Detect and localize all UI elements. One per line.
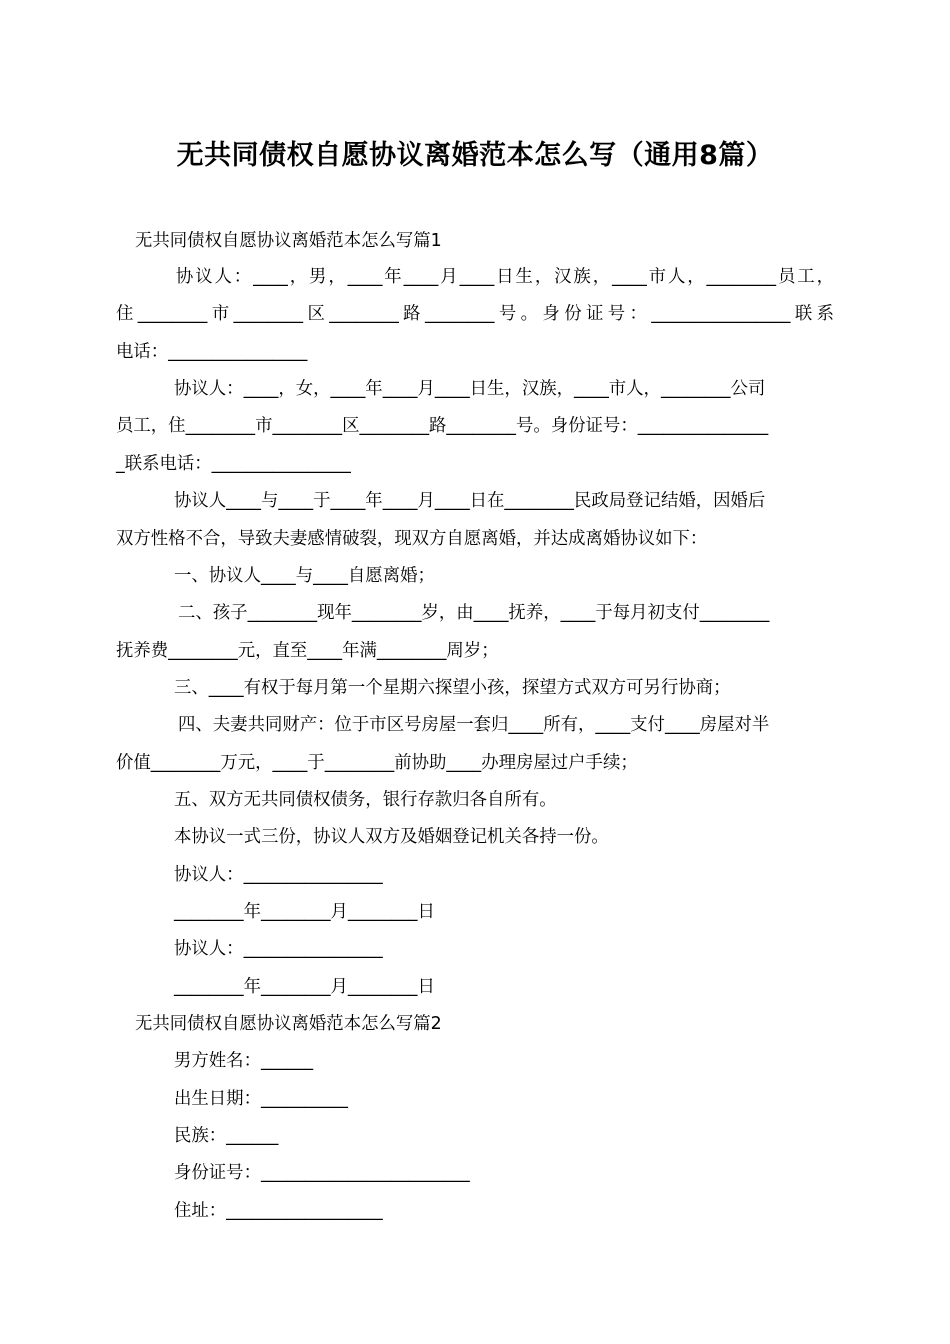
address-field: 住址：__________________ xyxy=(174,1201,383,1221)
party2-line-2: 员工，住________市________区________路________号。身份证号：_______________ xyxy=(116,416,769,436)
male-name-field: 男方姓名：______ xyxy=(174,1051,314,1071)
document-title: 无共同债权自愿协议离婚范本怎么写（通用8篇） xyxy=(176,140,774,171)
clause-4-line-2: 价值________万元，____于________前协助____办理房屋过户手续； xyxy=(116,753,638,773)
id-number-field: 身份证号：________________________ xyxy=(174,1163,470,1183)
date-line-1: ________年________月________日 xyxy=(174,902,435,922)
intro-line-1: 协议人____与____于____年____月____日在________民政局登记结婚，因婚后 xyxy=(174,491,766,511)
copies-note: 本协议一式三份，协议人双方及婚姻登记机关各持一份。 xyxy=(174,827,609,847)
clause-5: 五、双方无共同债权债务，银行存款归各自所有。 xyxy=(174,790,557,810)
party2-line-1: 协议人：____，女，____年____月____日生，汉族，____市人，________公司 xyxy=(174,379,766,399)
section-heading-2: 无共同债权自愿协议离婚范本怎么写篇2 xyxy=(135,1014,442,1034)
signature-line-2: 协议人：________________ xyxy=(174,939,383,959)
ethnicity-field: 民族：______ xyxy=(174,1126,279,1146)
clause-2-line-1: 二、孩子________现年________岁，由____抚养，____于每月初支付________ xyxy=(178,603,770,623)
clause-3: 三、____有权于每月第一个星期六探望小孩，探望方式双方可另行协商； xyxy=(174,678,731,698)
party1-line-3: 电话：________________ xyxy=(116,342,308,362)
clause-4-line-1: 四、夫妻共同财产：位于市区号房屋一套归____所有，____支付____房屋对半 xyxy=(178,715,770,735)
party1-line-1: 协议人：____，男，____年____月____日生，汉族，____市人，________员工， xyxy=(174,267,834,287)
section-heading-1: 无共同债权自愿协议离婚范本怎么写篇1 xyxy=(135,231,442,251)
date-line-2: ________年________月________日 xyxy=(174,977,435,997)
clause-1: 一、协议人____与____自愿离婚； xyxy=(174,566,435,586)
intro-line-2: 双方性格不合，导致夫妻感情破裂，现双方自愿离婚，并达成离婚协议如下： xyxy=(116,529,708,549)
party1-line-2: 住________市________区________路________号。身份证号：________________联系 xyxy=(116,304,834,324)
signature-line-1: 协议人：________________ xyxy=(174,865,383,885)
clause-2-line-2: 抚养费________元，直至____年满________周岁； xyxy=(116,641,499,661)
birth-date-field: 出生日期：__________ xyxy=(174,1089,348,1109)
party2-line-3: _联系电话：________________ xyxy=(116,454,351,474)
